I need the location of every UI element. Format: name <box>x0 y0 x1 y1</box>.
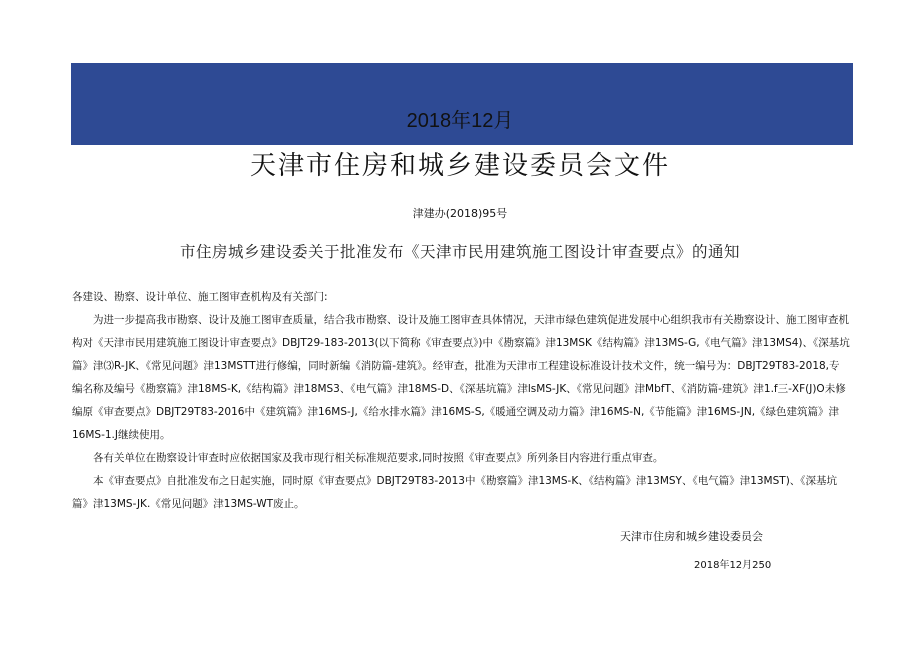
document-org-title: 天津市住房和城乡建设委员会文件 <box>249 151 670 181</box>
notice-title: 市住房城乡建设委关于批准发布《天津市民用建筑施工图设计审查要点》的通知 <box>179 243 740 261</box>
document-body <box>72 286 850 516</box>
signature-date: 2018年12月250 <box>694 560 772 571</box>
body-paragraph-2: 各有关单位在勘察设计审查时应依据国家及我市现行相关标准规范要求,同时按照《审查要点》所列条目内容进行重点审查。 <box>93 452 664 464</box>
header-year-month: 2018年12月 <box>406 110 514 132</box>
document-number: 津建办(2018)95号 <box>412 207 508 220</box>
body-paragraph-3: 本《审查要点》自批准发布之日起实施，同时原《审查要点》DBJT29T83-2013中《勘察篇》津13MS-K、《结构篇》津13MSY、《电气篇》津13MST)、《深基坑篇》津13MS-JK.《常见问题》津13MS-WT废止。 <box>72 475 838 510</box>
body-paragraph-1: 为进一步提高我市勘察、设计及施工图审查质量，结合我市勘察、设计及施工图审查具体情况，天津市绿色建筑促进发展中心组织我市有关勘察设计、施工图审查机构对《天津市民用建筑施工图设计审查要点》DBJT29-183-2013(以下简称《审查要点》)中《勘察篇》津13MSK《结构篇》津13MS-G,《电气篇》津13MS4)、《深基坑篇》津⑶R-JK、《常见问题》津13MSTT进行修编，同时新编《消防篇-建筑》。经审查，批准为天津市工程建设标准设计技术文件，统一编号为：DBJT29T83-2018,专编名称及编号《勘察篇》津18MS-K,《结构篇》津18MS3、《电气篇》津18MS-D、《深基坑篇》津lsMS-JK、《常见问题》津MbfT、《消防篇-建筑》津1.f三-XF(J)O未修编原《审查要点》DBJT29T83-2016中《建筑篇》津16MS-J,《给水排水篇》津16MS-S,《暖通空调及动力篇》津16MS-N,《节能篇》津16MS-JN,《绿色建筑篇》津16MS-1.J继续使用。 <box>72 314 850 441</box>
signature-org: 天津市住房和城乡建设委员会 <box>620 530 763 543</box>
salutation: 各建设、勘察、设计单位、施工图审查机构及有关部门: <box>72 291 328 303</box>
